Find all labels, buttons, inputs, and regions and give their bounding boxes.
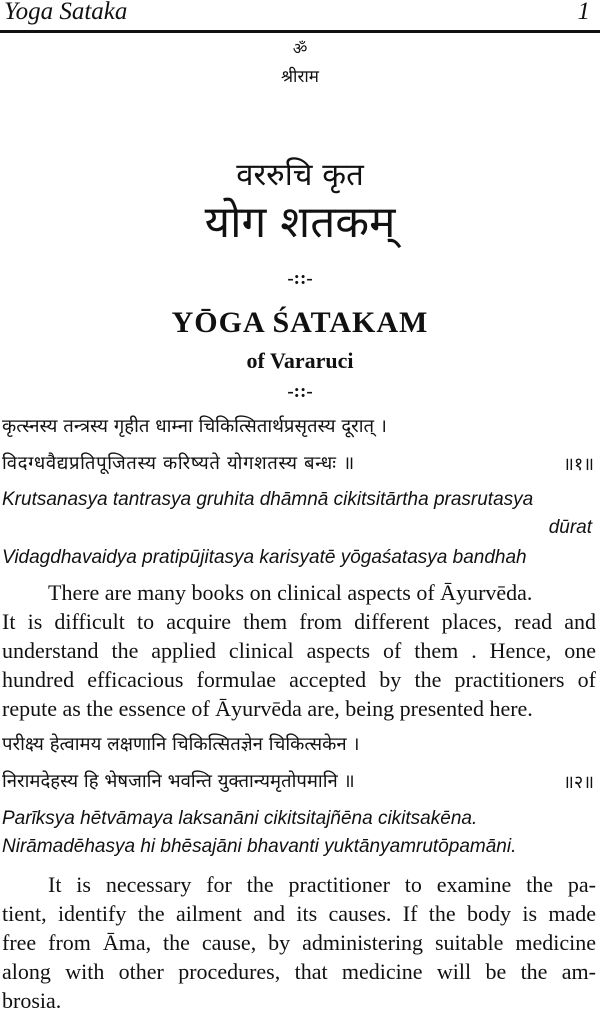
title-english: YŌGA ŚATAKAM <box>171 306 429 339</box>
invocation-shriram: श्रीराम <box>281 67 319 87</box>
verse1-line2: विदग्धवैद्यप्रतिपूजितस्य करिष्यते योगशतस्य बन्धः ॥ <box>2 453 355 474</box>
author-english: of Vararuci <box>246 348 354 373</box>
paragraph-line: hundred efficacious formulae accepted by the practitioners of <box>2 667 596 692</box>
author-devanagari: वररुचि कृत <box>236 157 364 193</box>
page-number: 1 <box>577 0 590 25</box>
verse2-transliteration-line1: Parīksya hētvāmaya laksanāni cikitsitajñēna cikitsakēna. <box>2 808 478 829</box>
title-devanagari: योग शतकम् <box>204 197 396 248</box>
paragraph-line: tient, identify the ailment and its causes. If the body is made <box>2 901 596 926</box>
paragraph-line: It is necessary for the practitioner to examine the pa- <box>48 872 596 897</box>
page-header <box>0 0 600 33</box>
commentary-paragraph-1 <box>2 578 596 723</box>
verse1-transliteration-continuation: dūrat <box>548 517 592 538</box>
paragraph-line: understand the applied clinical aspects of them . Hence, one <box>2 638 596 663</box>
verse1-transliteration-line2: Vidagdhavaidya pratipūjitasya karisyatē yōgaśatasya bandhah <box>2 547 527 568</box>
running-title: Yoga Sataka <box>4 0 128 25</box>
verse1-line1: कृत्स्नस्य तन्त्रस्य गृहीत धाम्ना चिकित्सितार्थप्रसृतस्य दूरात् । <box>2 416 387 437</box>
verse2-line1: परीक्ष्य हेत्वामय लक्षणानि चिकित्सितज्ञेन चिकित्सकेन । <box>2 734 360 755</box>
separator-top: -::- <box>287 268 313 289</box>
verse2-transliteration-line2: Nirāmadēhasya hi bhēsajāni bhavanti yuktānyamrutōpamāni. <box>2 836 517 857</box>
paragraph-line: free from Āma, the cause, by administering suitable medicine <box>2 930 596 955</box>
paragraph-line: It is difficult to acquire them from different places, read and <box>2 609 596 634</box>
verse1-transliteration-line1: Krutsanasya tantrasya gruhita dhāmnā cikitsitārtha prasrutasya <box>2 489 534 510</box>
verse2-number: ॥२॥ <box>563 772 594 793</box>
separator-bottom: -::- <box>287 381 313 402</box>
paragraph-line: There are many books on clinical aspects of Āyurvēda. <box>48 580 533 605</box>
paragraph-line: brosia. <box>2 988 62 1013</box>
verse2-line2: निरामदेहस्य हि भेषजानि भवन्ति युक्तान्यमृतोपमानि ॥ <box>2 771 355 792</box>
commentary-paragraph-2 <box>2 870 596 1015</box>
verse1-number: ॥१॥ <box>563 454 594 475</box>
om-symbol: ॐ <box>292 39 308 58</box>
paragraph-line: repute as the essence of Āyurvēda are, being presented here. <box>2 696 533 721</box>
paragraph-line: along with other procedures, that medicine will be the am- <box>2 959 596 984</box>
